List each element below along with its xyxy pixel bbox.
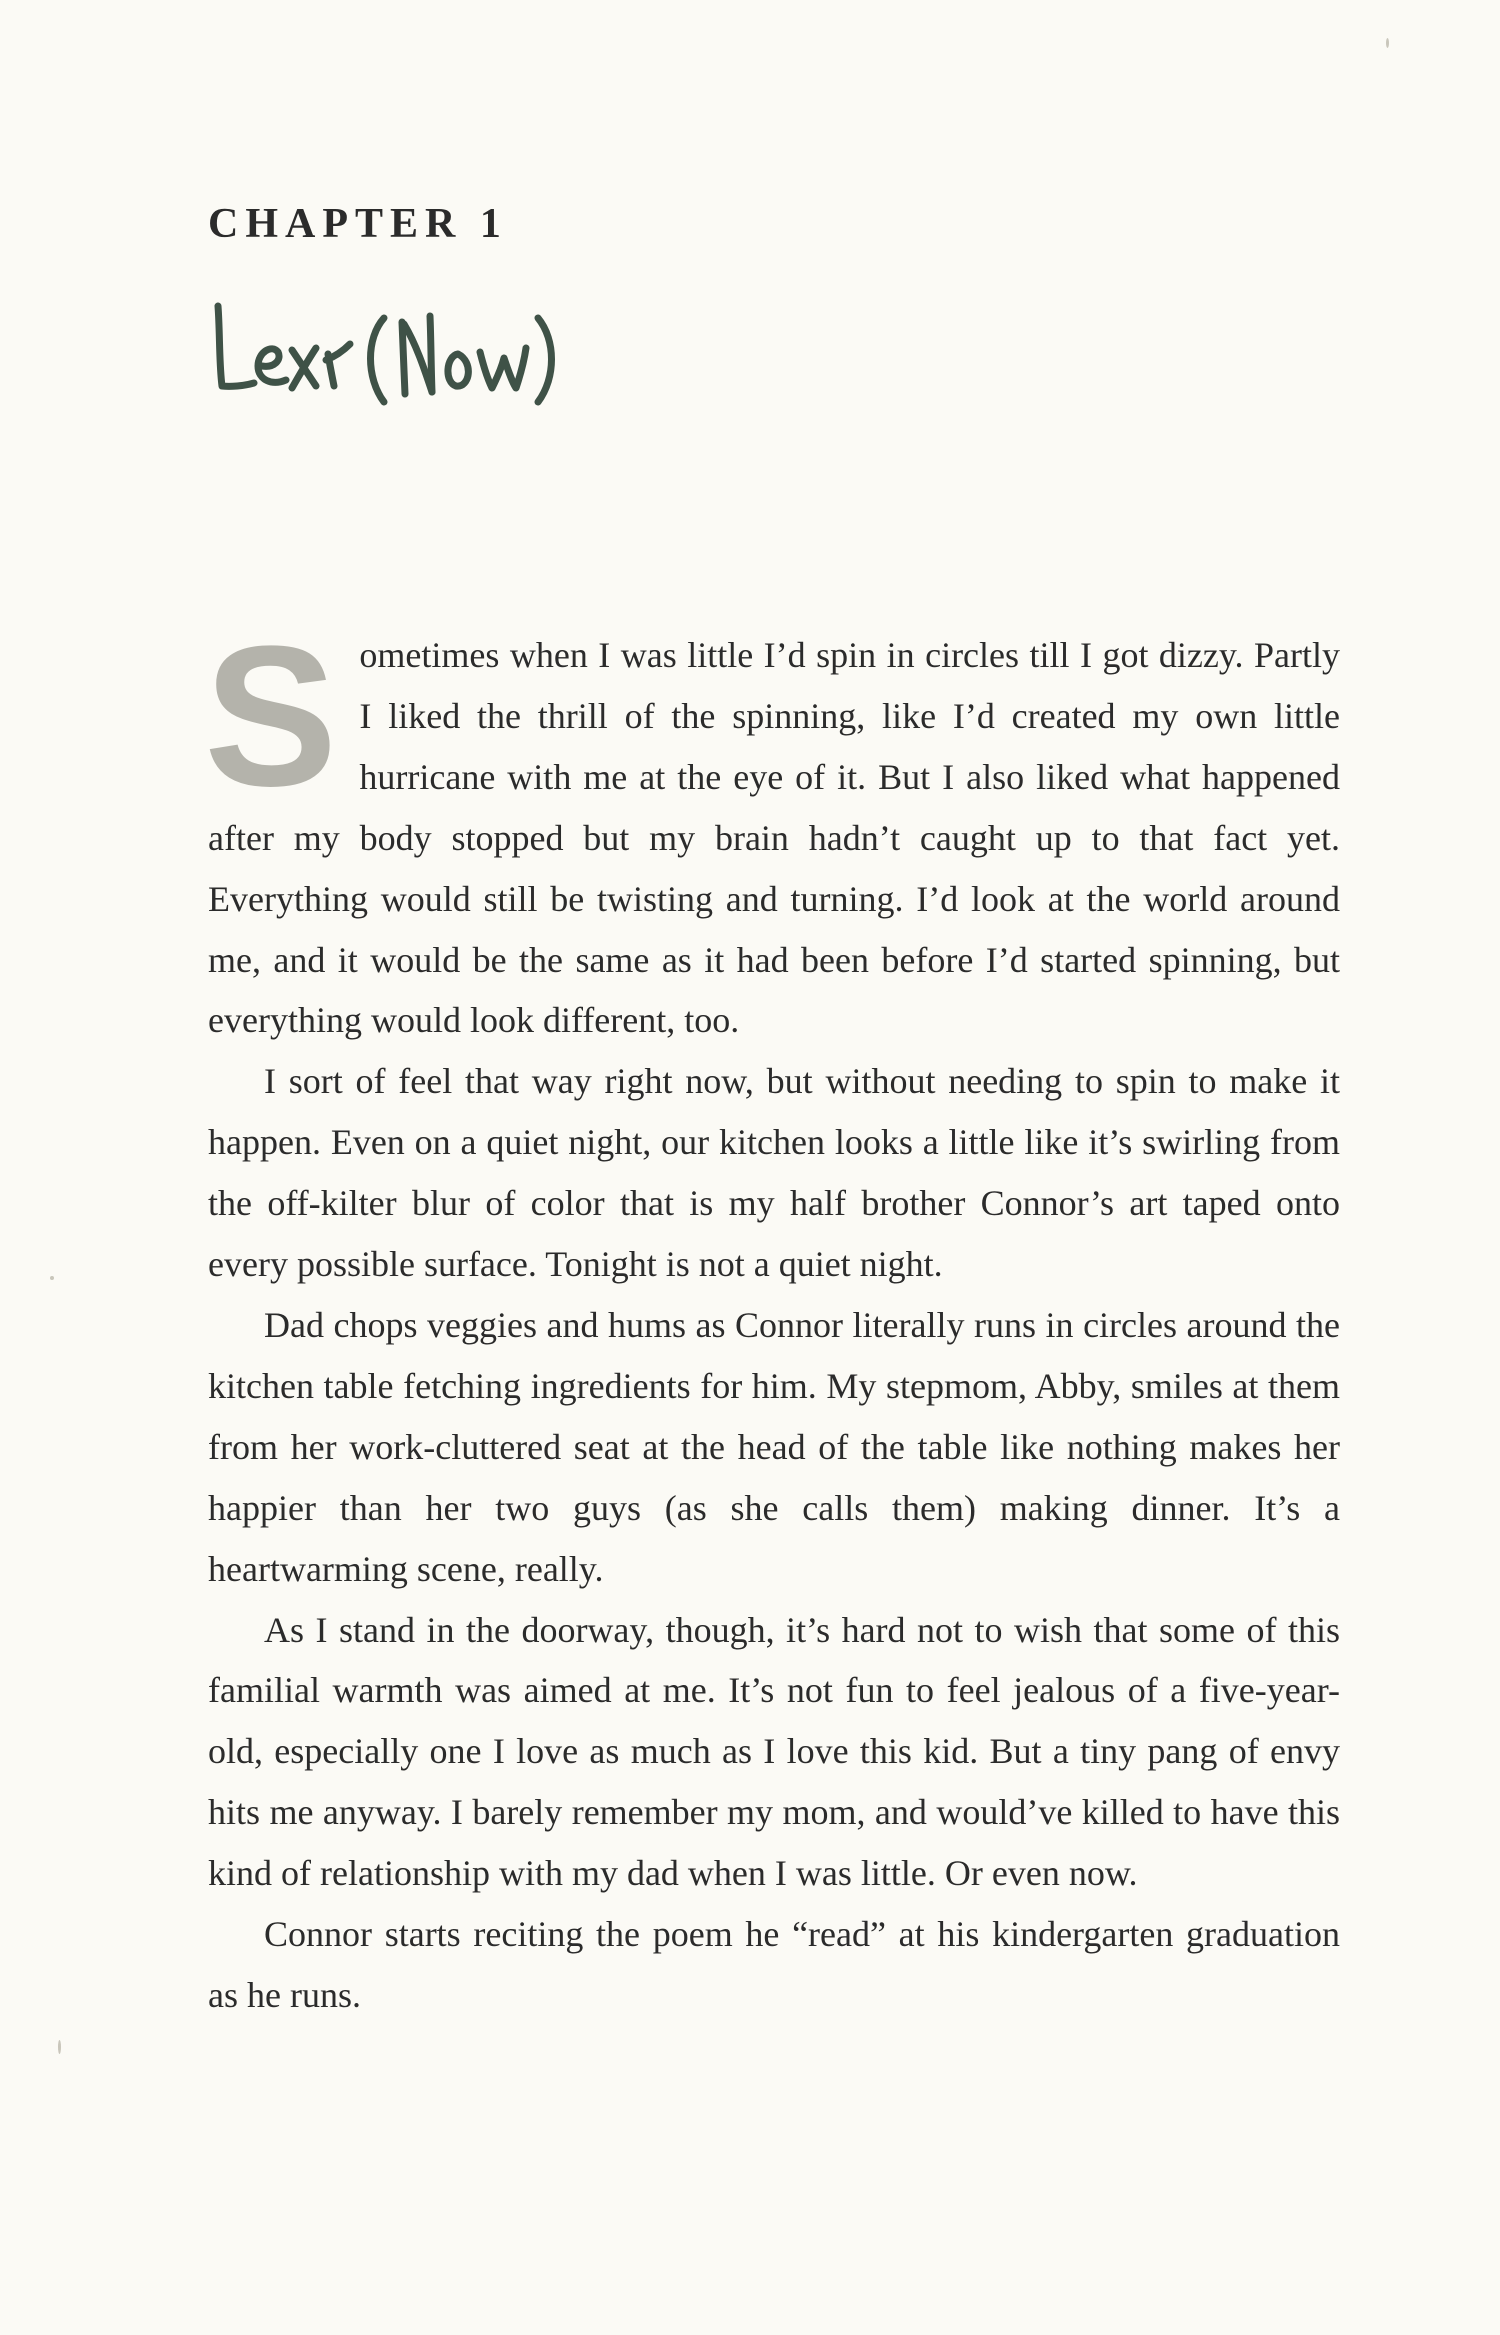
chapter-title-handwriting — [208, 288, 568, 418]
paragraph-2: I sort of feel that way right now, but without needing to spin to make it happen. Even on a quiet night, our kitchen looks a little like it’s swirling from the off-kilter blur of color that is my half brother Connor’s art taped onto every possible surface. Tonight is not a quiet night. — [208, 1061, 1340, 1285]
chapter-label: CHAPTER 1 — [208, 201, 508, 247]
paper-speck — [50, 1276, 54, 1280]
paragraph-3: Dad chops veggies and hums as Connor literally runs in circles around the kitchen table fetching ingredients for him. My stepmom, Abby, smiles at them from her work-cluttered seat at the head of the table like nothing makes her happier than her two guys (as she calls them) making dinner. It’s a heartwarming scene, really. — [208, 1304, 1340, 1589]
drop-cap: S — [204, 605, 338, 828]
paragraph-4: As I stand in the doorway, though, it’s hard not to wish that some of this familial warmth was aimed at me. It’s not fun to feel jealous of a five-year-old, especially one I love as much as I love this kid. But a tiny pang of envy hits me anyway. I barely remember my mom, and would’ve killed to have this kind of relationship with my dad when I was little. Or even now. — [208, 1609, 1340, 1894]
chapter-title — [208, 288, 568, 418]
paragraph-5: Connor starts reciting the poem he “read” at his kindergarten graduation as he runs. — [208, 1914, 1340, 2015]
paragraph-1-text: ometimes when I was little I’d spin in circles till I got dizzy. Partly I liked the thrill of the spinning, like I’d created my own little hurricane with me at the eye of it. But I also liked what happened after my body stopped but my brain hadn’t caught up to that fact yet. Everything would still be twisting and turning. I’d look at the world around me, and it would be the same as it had been before I’d started spinning, but everything would look different, too. — [208, 635, 1340, 1041]
paper-speck — [58, 2040, 61, 2054]
chapter-body — [204, 605, 1340, 2026]
paper-speck — [1386, 38, 1389, 48]
paragraph-1 — [204, 605, 1340, 1051]
